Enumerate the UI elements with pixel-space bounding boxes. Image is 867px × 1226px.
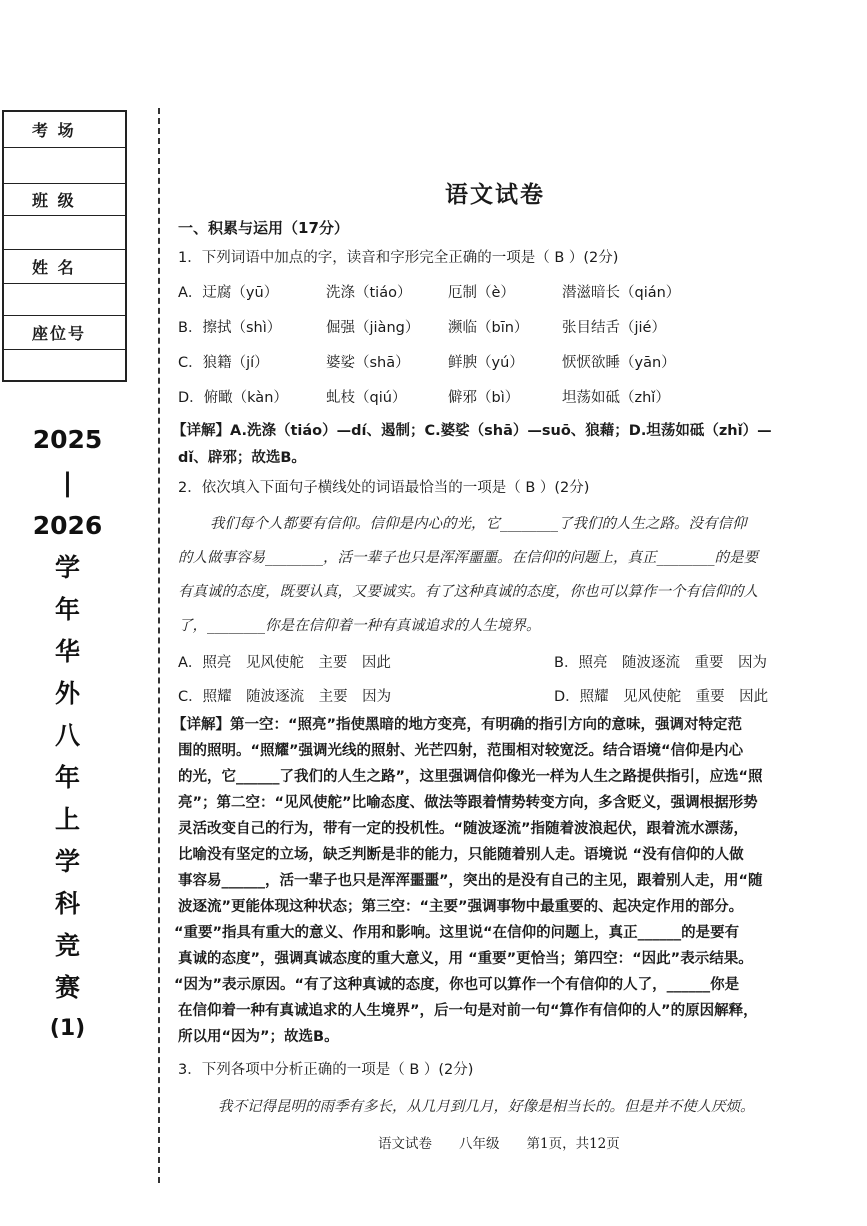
q1-option-c-1: C．狼籍（jí） (178, 355, 269, 371)
q2-stem: 2．依次填入下面句子横线处的词语最恰当的一项是（ B ）(2分) (178, 480, 590, 496)
q2-option-c: C．照耀 随波逐流 主要 因为 (178, 689, 392, 705)
title-char: 上 (54, 805, 80, 834)
q2-detail-line: 的光，它______了我们的人生之路”，这里强调信仰像光一样为人生之路提供指引，应选“照 (178, 769, 763, 785)
name-label: 姓 名 (4, 250, 125, 284)
year-separator: | (62, 468, 73, 498)
seat-field[interactable] (4, 350, 125, 382)
q2-detail-line: 在信仰着一种有真诚追求的人生境界”，后一句是对前一句“算作有信仰的人”的原因解释， (178, 1003, 758, 1019)
title-char: 学 (54, 847, 80, 876)
name-field[interactable] (4, 284, 125, 316)
q1-option-a-2: 洗涤（tiáo） (326, 285, 412, 301)
exam-room-label: 考 场 (4, 112, 125, 148)
q1-option-a-1: A．迂腐（yū） (178, 285, 279, 301)
q2-passage-line: 我们每个人都要有信仰。信仰是内心的光，它________了我们的人生之路。没有信仰 (210, 516, 747, 532)
section-heading: 一、积累与运用（17分） (178, 219, 349, 237)
q2-detail-line: 围的照明。“照耀”强调光线的照射、光芒四射，范围相对较宽泛。结合语境“信仰是内心 (178, 743, 744, 759)
q1-option-c-3: 鲜腴（yú） (448, 355, 524, 371)
q2-detail-line: “重要”指具有重大的意义、作用和影响。这里说“在信仰的问题上，真正______的是要有 (174, 925, 740, 941)
year-end: 2026 (32, 511, 103, 540)
q2-option-b: B．照亮 随波逐流 重要 因为 (554, 655, 767, 671)
q2-detail-line: 灵活改变自己的行为，带有一定的投机性。“随波逐流”指随着波浪起伏，跟着流水漂荡， (178, 821, 749, 837)
q1-detail-line: dǐ、辟邪；故选B。 (178, 450, 306, 466)
q2-detail-line: 所以用“因为”；故选B。 (178, 1029, 339, 1045)
q2-detail-line: 【详解】第一空：“照亮”指使黑暗的地方变亮，有明确的指引方向的意味，强调对特定范 (172, 717, 743, 733)
year-start: 2025 (32, 425, 103, 454)
q1-option-b-1: B．擦拭（shì） (178, 320, 282, 336)
q2-detail-line: 亮”；第二空：“见风使舵”比喻态度、做法等跟着情势转变方向，多含贬义，强调根据形势 (178, 795, 758, 811)
title-char: 年 (54, 595, 80, 624)
vertical-exam-title (10, 420, 125, 1049)
q2-option-d: D．照耀 见风使舵 重要 因此 (554, 689, 769, 705)
q1-detail-line: 【详解】A.洗涤（tiáo）—dí、遏制；C.婆娑（shā）—suō、狼藉；D.坦荡如砥（zhǐ）— (172, 423, 772, 439)
title-char: 八 (54, 721, 80, 750)
class-field[interactable] (4, 216, 125, 250)
q1-option-a-4: 潜滋暗长（qián） (562, 285, 681, 301)
q3-stem: 3．下列各项中分析正确的一项是（ B ）(2分) (178, 1062, 474, 1078)
student-info-box (2, 110, 127, 382)
q1-option-b-4: 张目结舌（jié） (562, 320, 666, 336)
q1-option-b-3: 濒临（bīn） (448, 320, 529, 336)
title-char: 外 (54, 679, 80, 708)
q2-passage-line: 的人做事容易________，活一辈子也只是浑浑噩噩。在信仰的问题上，真正________的是要 (178, 550, 758, 566)
q1-option-d-1: D．俯瞰（kàn） (178, 390, 288, 406)
q1-option-c-4: 恹恹欲睡（yān） (562, 355, 676, 371)
binding-dashed-line (158, 108, 160, 1183)
q1-option-d-3: 僻邪（bì） (448, 390, 520, 406)
q2-detail-line: 事容易______，活一辈子也只是浑浑噩噩”，突出的是没有自己的主见，跟着别人走，用“随 (178, 873, 763, 889)
q1-option-d-4: 坦荡如砥（zhǐ） (562, 390, 670, 406)
q2-detail-line: 波逐流”更能体现这种状态；第三空：“主要”强调事物中最重要的、起决定作用的部分。 (178, 899, 744, 915)
seat-label: 座位号 (4, 316, 125, 350)
q2-detail-line: 比喻没有坚定的立场，缺乏判断是非的能力，只能随着别人走。语境说 “没有信仰的人做 (178, 847, 744, 863)
title-char: 赛 (54, 973, 80, 1002)
title-char: 竞 (54, 931, 80, 960)
title-char: 科 (54, 889, 80, 918)
q1-option-d-2: 虬枝（qiú） (326, 390, 407, 406)
q2-detail-line: “因为”表示原因。“有了这种真诚的态度，你也可以算作一个有信仰的人了，______你是 (174, 977, 740, 993)
class-label: 班 级 (4, 184, 125, 216)
page-footer: 语文试卷 八年级 第1页，共12页 (378, 1136, 620, 1152)
q2-passage-line: 有真诚的态度，既要认真，又要诚实。有了这种真诚的态度，你也可以算作一个有信仰的人 (178, 584, 758, 600)
q2-detail-line: 真诚的态度”，强调真诚态度的重大意义，用 “重要”更恰当；第四空：“因此”表示结果。 (178, 951, 753, 967)
competition-number: (1) (49, 1016, 86, 1041)
q1-stem: 1．下列词语中加点的字，读音和字形完全正确的一项是（ B ）(2分) (178, 250, 619, 266)
q2-option-a: A．照亮 见风使舵 主要 因此 (178, 655, 391, 671)
title-char: 学 (54, 553, 80, 582)
page-title: 语文试卷 (445, 182, 545, 208)
exam-room-field[interactable] (4, 148, 125, 184)
q1-option-b-2: 倔强（jiàng） (326, 320, 420, 336)
title-char: 年 (54, 763, 80, 792)
q1-option-c-2: 婆娑（shā） (326, 355, 410, 371)
q3-passage-line: 我不记得昆明的雨季有多长，从几月到几月，好像是相当长的。但是并不使人厌烦。 (218, 1099, 755, 1115)
q1-option-a-3: 厄制（è） (448, 285, 515, 301)
q2-passage-line: 了，________你是在信仰着一种有真诚追求的人生境界。 (178, 618, 541, 634)
title-char: 华 (54, 637, 80, 666)
